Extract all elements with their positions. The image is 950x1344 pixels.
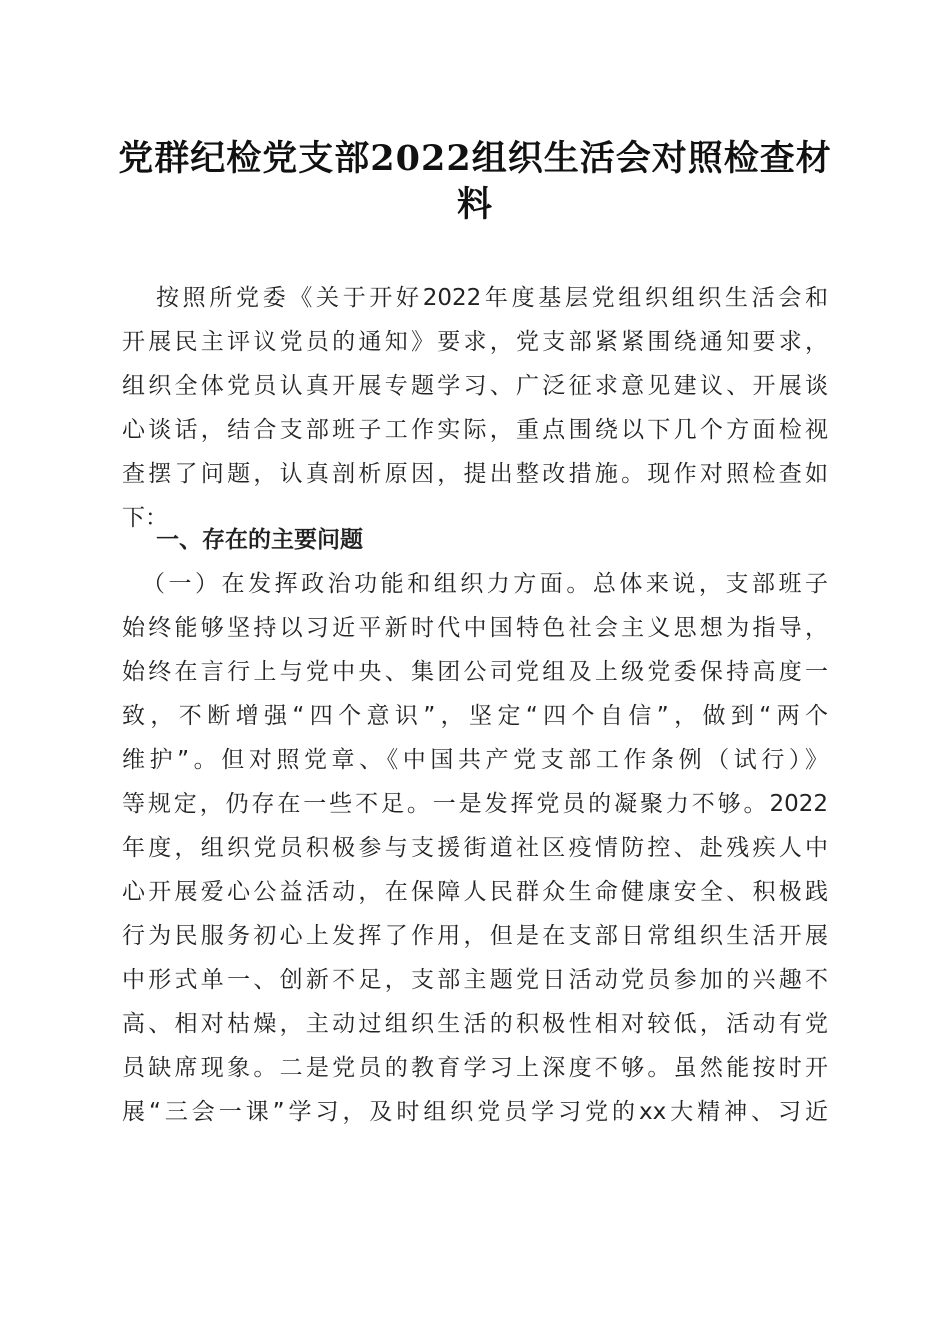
text-line: 下： [122,505,168,531]
text-line: 展“三会一课”学习，及时组织党员学习党的xx大精神、习近 [122,1099,828,1125]
text-line: 年度，组织党员积极参与支援街道社区疫情防控、赴残疾人中 [122,835,828,861]
document-title [110,136,840,228]
text-line: 始终能够坚持以习近平新时代中国特色社会主义思想为指导， [122,615,828,641]
text-line: 中形式单一、创新不足，支部主题党日活动党员参加的兴趣不 [122,967,828,993]
text-line: 开展民主评议党员的通知》要求，党支部紧紧围绕通知要求， [122,329,828,355]
text-line: 员缺席现象。二是党员的教育学习上深度不够。虽然能按时开 [122,1055,828,1081]
text-line: 心开展爱心公益活动，在保障人民群众生命健康安全、积极践 [122,879,828,905]
title-line-2: 料 [456,184,493,225]
text-line: 等规定，仍存在一些不足。一是发挥党员的凝聚力不够。2022 [122,791,828,817]
text-line: 高、相对枯燥，主动过组织生活的积极性相对较低，活动有党 [122,1011,828,1037]
intro-paragraph [122,276,828,540]
text-line: 查摆了问题，认真剖析原因，提出整改措施。现作对照检查如 [122,461,828,487]
subsection-text: 总体来说，支部班子 [592,571,829,597]
title-line-1: 党群纪检党支部2022组织生活会对照检查材 [118,138,832,179]
text-line: 维护”。但对照党章、《中国共产党支部工作条例（试行）》 [122,747,828,773]
text-line: 致，不断增强“四个意识”，坚定“四个自信”，做到“两个 [122,703,828,729]
section-heading: 一、存在的主要问题 [156,527,363,553]
text-line: 心谈话，结合支部班子工作实际，重点围绕以下几个方面检视 [122,417,828,443]
subsection-first-line [122,562,828,606]
text-line: 按照所党委《关于开好2022年度基层党组织组织生活会和 [156,285,828,311]
subsection-lead: （一）在发挥政治功能和组织力方面。 [142,571,593,597]
section-1 [122,518,828,1134]
text-line: 始终在言行上与党中央、集团公司党组及上级党委保持高度一 [122,659,828,685]
text-line: 行为民服务初心上发挥了作用，但是在支部日常组织生活开展 [122,923,828,949]
text-line: 组织全体党员认真开展专题学习、广泛征求意见建议、开展谈 [122,373,828,399]
